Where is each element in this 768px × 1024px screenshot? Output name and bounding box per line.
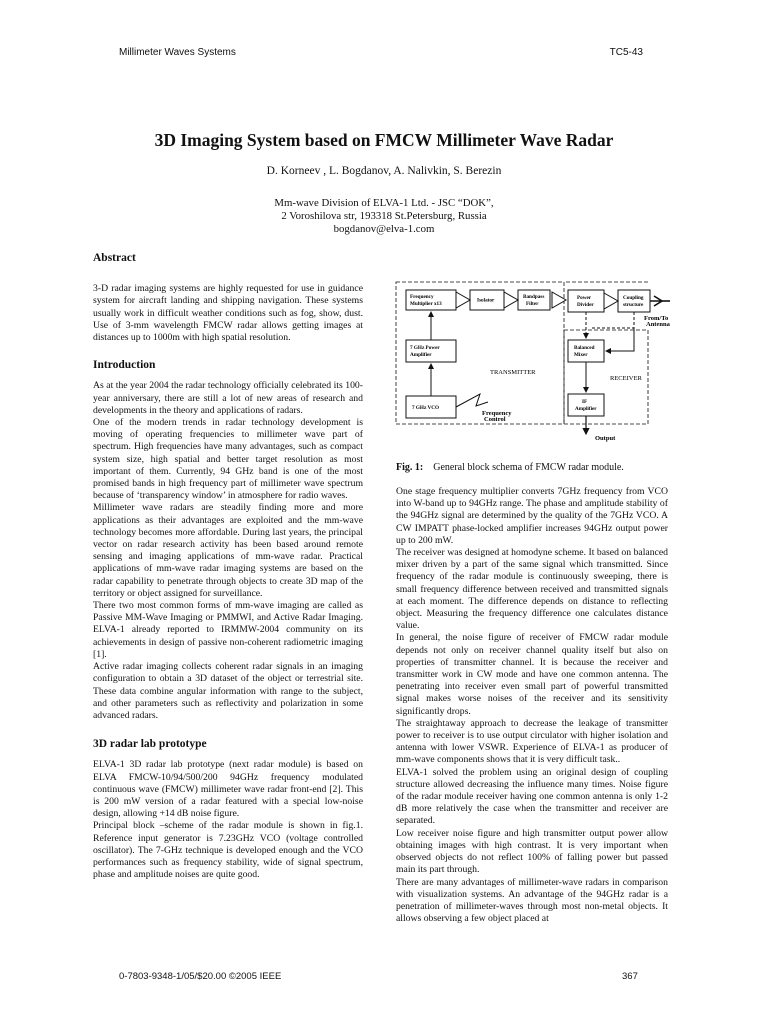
running-header-left: Millimeter Waves Systems <box>119 47 236 58</box>
abstract-text: 3-D radar imaging systems are highly requested for use in guidance system for aircraft landing and shipping navigation. These systems usually work in difficult weather conditions such as fog, show, dust. Use of 3-mm wavelength FMCW radar allows getting images at distances up to 1000m with high spatial resolution. <box>93 283 363 344</box>
affiliation-line: Mm-wave Division of ELVA-1 Ltd. - JSC “DOK”, <box>274 197 494 209</box>
freq-control-label: Frequency <box>482 410 512 417</box>
left-column <box>93 252 363 881</box>
block-label: Mixer <box>574 352 588 358</box>
block-label: Coupling <box>623 295 644 301</box>
amplifier-triangle <box>456 292 470 308</box>
figure-caption <box>396 462 668 473</box>
block-label: IF <box>582 399 588 405</box>
intro-paragraph: There two most common forms of mm-wave imaging are called as Passive MM-Wave Imaging or PMMWI, and Active Radar Imaging. ELVA-1 already reported to IRMMW-2004 community on its achievements in design of passive non-coherent radiometric imaging [1]. <box>93 600 363 660</box>
email: bogdanov@elva-1.com <box>333 223 435 235</box>
amplifier-triangle <box>504 292 518 308</box>
bandpass-filter-block <box>518 290 550 310</box>
figure-label: Fig. 1: <box>396 462 424 473</box>
block-label: structure <box>623 302 644 308</box>
right-column <box>396 486 668 925</box>
block-diagram <box>392 278 672 448</box>
block-label: Frequency <box>410 294 434 300</box>
intro-paragraph: As at the year 2004 the radar technology officially celebrated its 100-year anniversary, there are still a lot of new areas of research and developments in the theory and applications of radars. <box>93 380 363 416</box>
body-paragraph: Low receiver noise figure and high transmitter output power allow obtaining images with high contrast. It is very important when observed objects do not reflect 100% of falling power but passed main its part through. <box>396 827 668 876</box>
affiliation <box>0 197 768 236</box>
abstract-heading: Abstract <box>93 252 136 264</box>
lab-paragraph: Principal block –scheme of the radar module is shown in fig.1. Reference input generator is 7.23GHz VCO (voltage controlled oscillator). The 7-GHz technique is developed enough and the VCO performances such as frequency stability, wide of signal spectrum, phase and amplitude noises are quite good. <box>93 820 363 881</box>
block-label: Multiplier x13 <box>410 301 442 307</box>
page-number: 367 <box>622 971 638 982</box>
coupling-structure-block <box>618 290 650 312</box>
block-label: Amplifier <box>575 406 597 412</box>
figure-caption-text: General block schema of FMCW radar module. <box>433 462 624 473</box>
transmitter-label: TRANSMITTER <box>490 369 536 376</box>
body-paragraph: There are many advantages of millimeter-wave radars in comparison with visualization systems. An advantage of the 94GHz radar is a penetration of millimeter-waves through most non-metal objects. It allows observing a few object placed at <box>396 876 668 925</box>
block-label: Divider <box>577 302 594 308</box>
block-label: Power <box>577 295 592 301</box>
block-label: Amplifier <box>410 352 432 358</box>
block-label: Filter <box>526 301 539 307</box>
lab-prototype-heading: 3D radar lab prototype <box>93 738 207 751</box>
power-divider-block <box>568 290 604 312</box>
paper-title: 3D Imaging System based on FMCW Millimeter Wave Radar <box>154 130 614 150</box>
lab-paragraph: ELVA-1 3D radar lab prototype (next radar module) is based on ELVA FMCW-10/94/500/200 94GHz frequency modulated continuous wave (FMCW) millimeter wave radar front-end [2]. This is 200 mW version of a radar featured with a special low-noise design, allowing +14 dB noise figure. <box>93 759 363 820</box>
amplifier-triangle <box>604 293 618 309</box>
introduction-heading: Introduction <box>93 359 156 372</box>
body-paragraph: One stage frequency multiplier converts 7GHz frequency from VCO into W-band up to 94GHz range. The phase and amplitude stability of the 94GHz signal are determined by the quality of the 7GHz VCO. A CW IMPATT phase-locked amplifier increases 94GHz output power up to 200 mW. <box>396 486 668 546</box>
affiliation-line: 2 Voroshilova str, 193318 St.Petersburg, Russia <box>281 210 487 222</box>
balanced-mixer-block <box>568 340 604 362</box>
intro-paragraph: One of the modern trends in radar technology development is moving of operating frequencies to millimeter wave part of spectrum. High frequencies have many advantages, such as compact system size, high spatial and better target resolution as most important of them. Currently, 94 GHz band is one of the most promised bands in high frequency part of millimeter wave spectrum because of ‘transparency window’ in atmosphere for radio waves. <box>93 417 363 502</box>
intro-paragraph: Active radar imaging collects coherent radar signals in an imaging configuration to obtain a 3D dataset of the object or terrestrial site. These data combine angular information with range to the subject, and other parameters such as reflectivity and polarization in some advanced radars. <box>93 661 363 721</box>
power-amplifier-block <box>406 340 456 362</box>
if-amplifier-block <box>568 394 604 416</box>
block-label: Balanced <box>574 345 595 351</box>
freq-control-label: Control <box>484 416 506 423</box>
author-list: D. Korneev , L. Bogdanov, A. Nalivkin, S. Berezin <box>266 165 502 177</box>
block-label: 7 GHz Power <box>410 345 440 351</box>
running-header-right: TC5-43 <box>609 47 643 58</box>
body-paragraph: ELVA-1 solved the problem using an original design of coupling structure allowed decreasing the influence many times. Noise figure of the radar module receiver having one common antenna is only 1-2 dB more relatively the case when the transmitter and receiver are separated. <box>396 766 668 827</box>
antenna-port-icon <box>650 296 662 306</box>
copyright-footer: 0-7803-9348-1/05/$20.00 ©2005 IEEE <box>119 971 282 982</box>
frequency-multiplier-block <box>406 290 456 310</box>
from-to-label: Antenna <box>646 321 670 328</box>
intro-paragraph: Millimeter wave radars are steadily finding more and more applications as their advantages are exploited and the mm-wave technology becomes more affordable. During last years, the principal vector on radar research activity has been based around remote sensing and imaging applications of mm-wave radar. Practical applications of mm-wave radar imaging systems are based on the radar capability to penetrate through objects to create 3D map of the territory or object assigned for surveillance. <box>93 502 363 599</box>
body-paragraph: The straightaway approach to decrease the leakage of transmitter power to receiver is to use output circulator with higher isolation and antenna with lower VSWR. Experience of ELVA-1 as producer of mm-wave components shows that it is very difficult task.. <box>396 717 668 766</box>
block-label: Isolator <box>477 297 495 304</box>
block-label: Bandpass <box>523 294 545 300</box>
output-label: Output <box>595 435 616 442</box>
from-to-label: From/To <box>644 315 669 322</box>
block-label: 7 GHz VCO <box>412 405 439 411</box>
body-paragraph: The receiver was designed at homodyne scheme. It based on balanced mixer driven by a part of the same signal which transmitted. Since frequency of the radar module is continuously sweeping, there is small frequency difference between received and transmitted signals at each moment. The difference depends on distance to reflecting object. Measuring the frequency difference one calculates distance value. <box>396 547 668 632</box>
body-paragraph: In general, the noise figure of receiver of FMCW radar module depends not only on receiver channel quality itself but also on properties of transmitter channel. It is because the receiver and transmitter work in CW mode and have one common antenna. The penetrating into receiver even small part of powerful transmitted signal makes worse noises of the receiver and its sensitivity significantly drops. <box>396 632 668 717</box>
receiver-label: RECEIVER <box>610 375 642 382</box>
